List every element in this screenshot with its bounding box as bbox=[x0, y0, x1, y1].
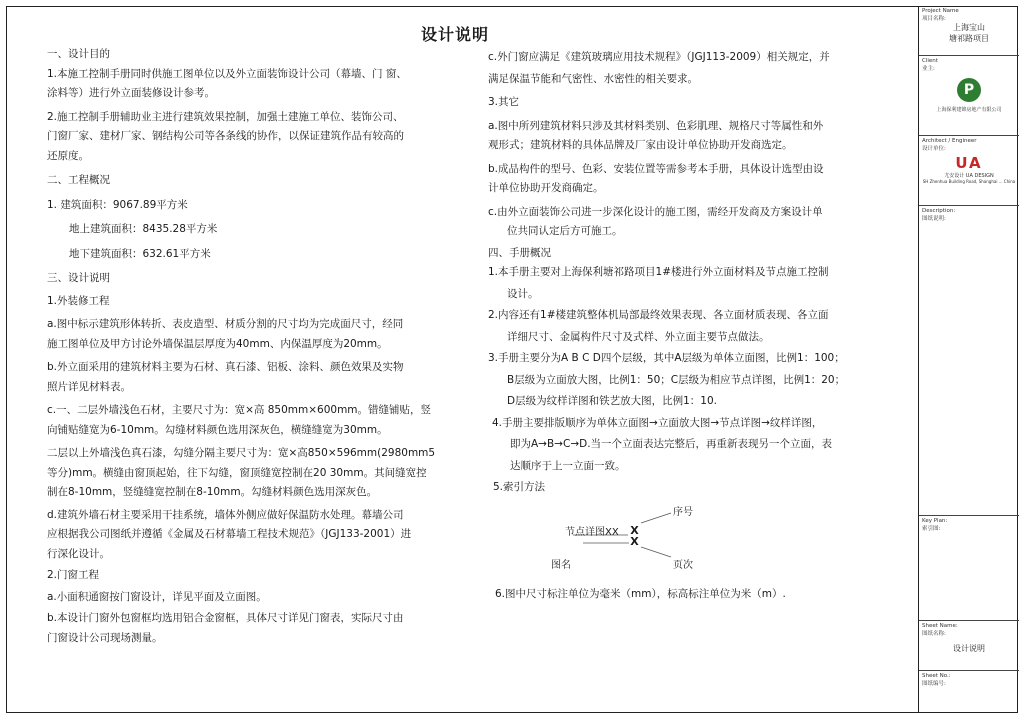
architect-logo-icon: UA bbox=[955, 154, 983, 172]
section-heading: 一、设计目的 bbox=[47, 48, 110, 60]
project-value-2: 塘祁路项目 bbox=[949, 34, 989, 43]
sheet-name-value: 设计说明 bbox=[953, 644, 985, 653]
section-heading: 四、手册概况 bbox=[488, 246, 551, 259]
leader-line-seq bbox=[641, 513, 671, 523]
paragraph-line: 照片详见材料表。 bbox=[47, 380, 131, 393]
paragraph-line: 3.手册主要分为A B C D四个层级，其中A层级为单体立面图，比例1：100； bbox=[488, 352, 845, 364]
paragraph-line: c.由外立面装饰公司进一步深化设计的施工图，需经开发商及方案设计单 bbox=[488, 205, 823, 218]
sheet-no-cell bbox=[919, 671, 1019, 713]
section-heading: 三、设计说明 bbox=[47, 272, 110, 284]
paragraph-line: 2.施工控制手册辅助业主进行建筑效果控制，加强土建施工单位、装饰公司、 bbox=[47, 110, 404, 123]
paragraph-line: 4.手册主要排版顺序为单体立面图→立面放大图→节点详图→纹样详图， bbox=[492, 416, 823, 429]
units-note: 6.图中尺寸标注单位为毫米（mm），标高标注单位为米（m）. bbox=[495, 588, 786, 600]
paragraph-line: 向铺贴缝宽为6-10mm。勾缝材料颜色选用深灰色，横缝缝宽为30mm。 bbox=[47, 423, 388, 436]
sheet-name-label: Sheet Name: 图纸名称: bbox=[922, 623, 958, 637]
paragraph-line: B层级为立面放大图，比例1：50；C层级为相应节点详图，比例1：20； bbox=[507, 373, 846, 386]
sheet-name-cell bbox=[919, 621, 1019, 671]
paragraph-line: 门窗设计公司现场测量。 bbox=[47, 631, 163, 644]
client-name: 上海保利建锦房地产有限公司 bbox=[936, 107, 1002, 113]
area-underground: 地下建筑面积：632.61平方米 bbox=[69, 247, 211, 260]
leader-line-page bbox=[641, 547, 671, 557]
paragraph-line: c.外门窗应满足《建筑玻璃应用技术规程》（JGJ113-2009）相关规定，并 bbox=[488, 51, 830, 63]
subsection-heading: 2.门窗工程 bbox=[47, 569, 100, 581]
paragraph-line: 观形式；建筑材料的具体品牌及厂家由设计单位协助开发商选定。 bbox=[488, 139, 793, 151]
keyplan-label: Key Plan: 索引图: bbox=[922, 518, 948, 532]
paragraph-line: 1.本施工控制手册同时供施工图单位以及外立面装饰设计公司（幕墙、门 窗、 bbox=[47, 67, 407, 80]
paragraph-line: 满足保温节能和气密性、水密性的相关要求。 bbox=[488, 72, 698, 85]
index-mark-bottom: X bbox=[630, 535, 639, 548]
paragraph-line: 等分)mm。横缝由窗顶起始，往下勾缝，窗顶缝宽控制在20 30mm。其间缝宽控 bbox=[47, 466, 427, 479]
index-mark-top: X bbox=[630, 524, 639, 537]
project-value-1: 上海宝山 bbox=[953, 23, 985, 32]
client-logo-icon: P bbox=[957, 78, 981, 102]
paragraph-line: a.图中所列建筑材料只涉及其材料类别、色彩肌理、规格尺寸等属性和外 bbox=[488, 119, 824, 132]
index-seq-label: 序号 bbox=[673, 507, 693, 518]
architect-cell bbox=[919, 136, 1019, 206]
index-symbol-diagram bbox=[553, 495, 713, 575]
paragraph-line: 计单位协助开发商确定。 bbox=[488, 182, 604, 194]
paragraph-line: 应根据我公司图纸并遵循《金属及石材幕墙工程技术规范》（JGJ133-2001）进 bbox=[47, 528, 412, 540]
paragraph-line: 设计。 bbox=[507, 287, 539, 300]
sheet-no-label: Sheet No.: 图纸编号: bbox=[922, 673, 951, 687]
title-block bbox=[918, 6, 1018, 713]
client-cell bbox=[919, 56, 1019, 136]
index-detail-label: 节点详图XX bbox=[565, 527, 619, 538]
paragraph-line: c.一、二层外墙浅色石材，主要尺寸为：宽×高 850mm×600mm。错缝铺贴，竖 bbox=[47, 404, 432, 416]
description-cell bbox=[919, 206, 1019, 516]
paragraph-line: 5.索引方法 bbox=[493, 481, 546, 493]
index-page-label: 页次 bbox=[673, 560, 693, 571]
paragraph-line: 二层以上外墙浅色真石漆，勾缝分隔主要尺寸为：宽×高850×596mm(2980mm5 bbox=[47, 447, 436, 459]
project-label: Project Name 项目名称: bbox=[922, 8, 959, 22]
paragraph-line: d.建筑外墙石材主要采用干挂系统，墙体外侧应做好保温防水处理。幕墙公司 bbox=[47, 508, 404, 521]
paragraph-line: a.图中标示建筑形体转折、表皮造型、材质分割的尺寸均为完成面尺寸，经同 bbox=[47, 318, 404, 330]
keyplan-cell bbox=[919, 516, 1019, 621]
paragraph-line: 还原度。 bbox=[47, 149, 89, 162]
document-title: 设计说明 bbox=[420, 25, 489, 44]
paragraph-line: 门窗厂家、建材厂家、钢结构公司等各条线的协作，以保证建筑作品有较高的 bbox=[47, 130, 404, 142]
paragraph-line: 施工图单位及甲方讨论外墙保温层厚度为40mm、内保温厚度为20mm。 bbox=[47, 337, 388, 350]
area-total: 1. 建筑面积：9067.89平方米 bbox=[47, 198, 188, 211]
paragraph-line: 即为A→B→C→D.当一个立面表达完整后，再重新表现另一个立面，表 bbox=[510, 438, 833, 450]
section-heading: 二、工程概况 bbox=[47, 174, 110, 186]
paragraph-line: 行深化设计。 bbox=[47, 547, 110, 560]
paragraph-line: 涂料等）进行外立面装修设计参考。 bbox=[47, 87, 215, 99]
subsection-heading: 3.其它 bbox=[488, 96, 520, 108]
paragraph-line: b.成品构件的型号、色彩、安装位置等需参考本手册，具体设计选型由设 bbox=[488, 162, 824, 175]
paragraph-line: 详细尺寸、金属构件尺寸及式样、外立面主要节点做法。 bbox=[507, 330, 770, 343]
project-cell bbox=[919, 6, 1019, 56]
architect-name: 尤安设计 UA DESIGN bbox=[944, 173, 994, 179]
description-label: Description: 图纸说明: bbox=[922, 208, 956, 222]
right-column bbox=[488, 48, 908, 498]
paragraph-line: 制在8-10mm，竖缝缝宽控制在8-10mm。勾缝材料颜色选用深灰色。 bbox=[47, 486, 378, 498]
paragraph-line: b.外立面采用的建筑材料主要为石材、真石漆、铝板、涂料、颜色效果及实物 bbox=[47, 361, 404, 373]
subsection-heading: 1.外装修工程 bbox=[47, 294, 110, 307]
paragraph-line: 达顺序于上一立面一致。 bbox=[510, 459, 626, 472]
paragraph-line: 位共同认定后方可施工。 bbox=[507, 225, 623, 237]
index-name-label: 图名 bbox=[551, 560, 571, 571]
paragraph-line: D层级为纹样详图和铁艺放大图，比例1：10. bbox=[507, 395, 717, 407]
paragraph-line: 2.内容还有1#楼建筑整体机局部最终效果表现、各立面材质表现、各立面 bbox=[488, 309, 829, 321]
paragraph-line: a.小面积通窗按门窗设计，详见平面及立面图。 bbox=[47, 590, 267, 603]
paragraph-line: b.本设计门窗外包窗框均选用铝合金窗框，具体尺寸详见门窗表，实际尺寸由 bbox=[47, 612, 404, 624]
area-above-ground: 地上建筑面积：8435.28平方米 bbox=[69, 223, 218, 235]
paragraph-line: 1.本手册主要对上海保利塘祁路项目1#楼进行外立面材料及节点施工控制 bbox=[488, 266, 829, 278]
architect-address: SH Zhenhua Building Road, Shanghai ... China bbox=[922, 179, 1016, 184]
left-column bbox=[47, 42, 467, 648]
client-label: Client 业主: bbox=[922, 58, 938, 72]
architect-label: Architect / Engineer 设计单位: bbox=[922, 138, 977, 152]
